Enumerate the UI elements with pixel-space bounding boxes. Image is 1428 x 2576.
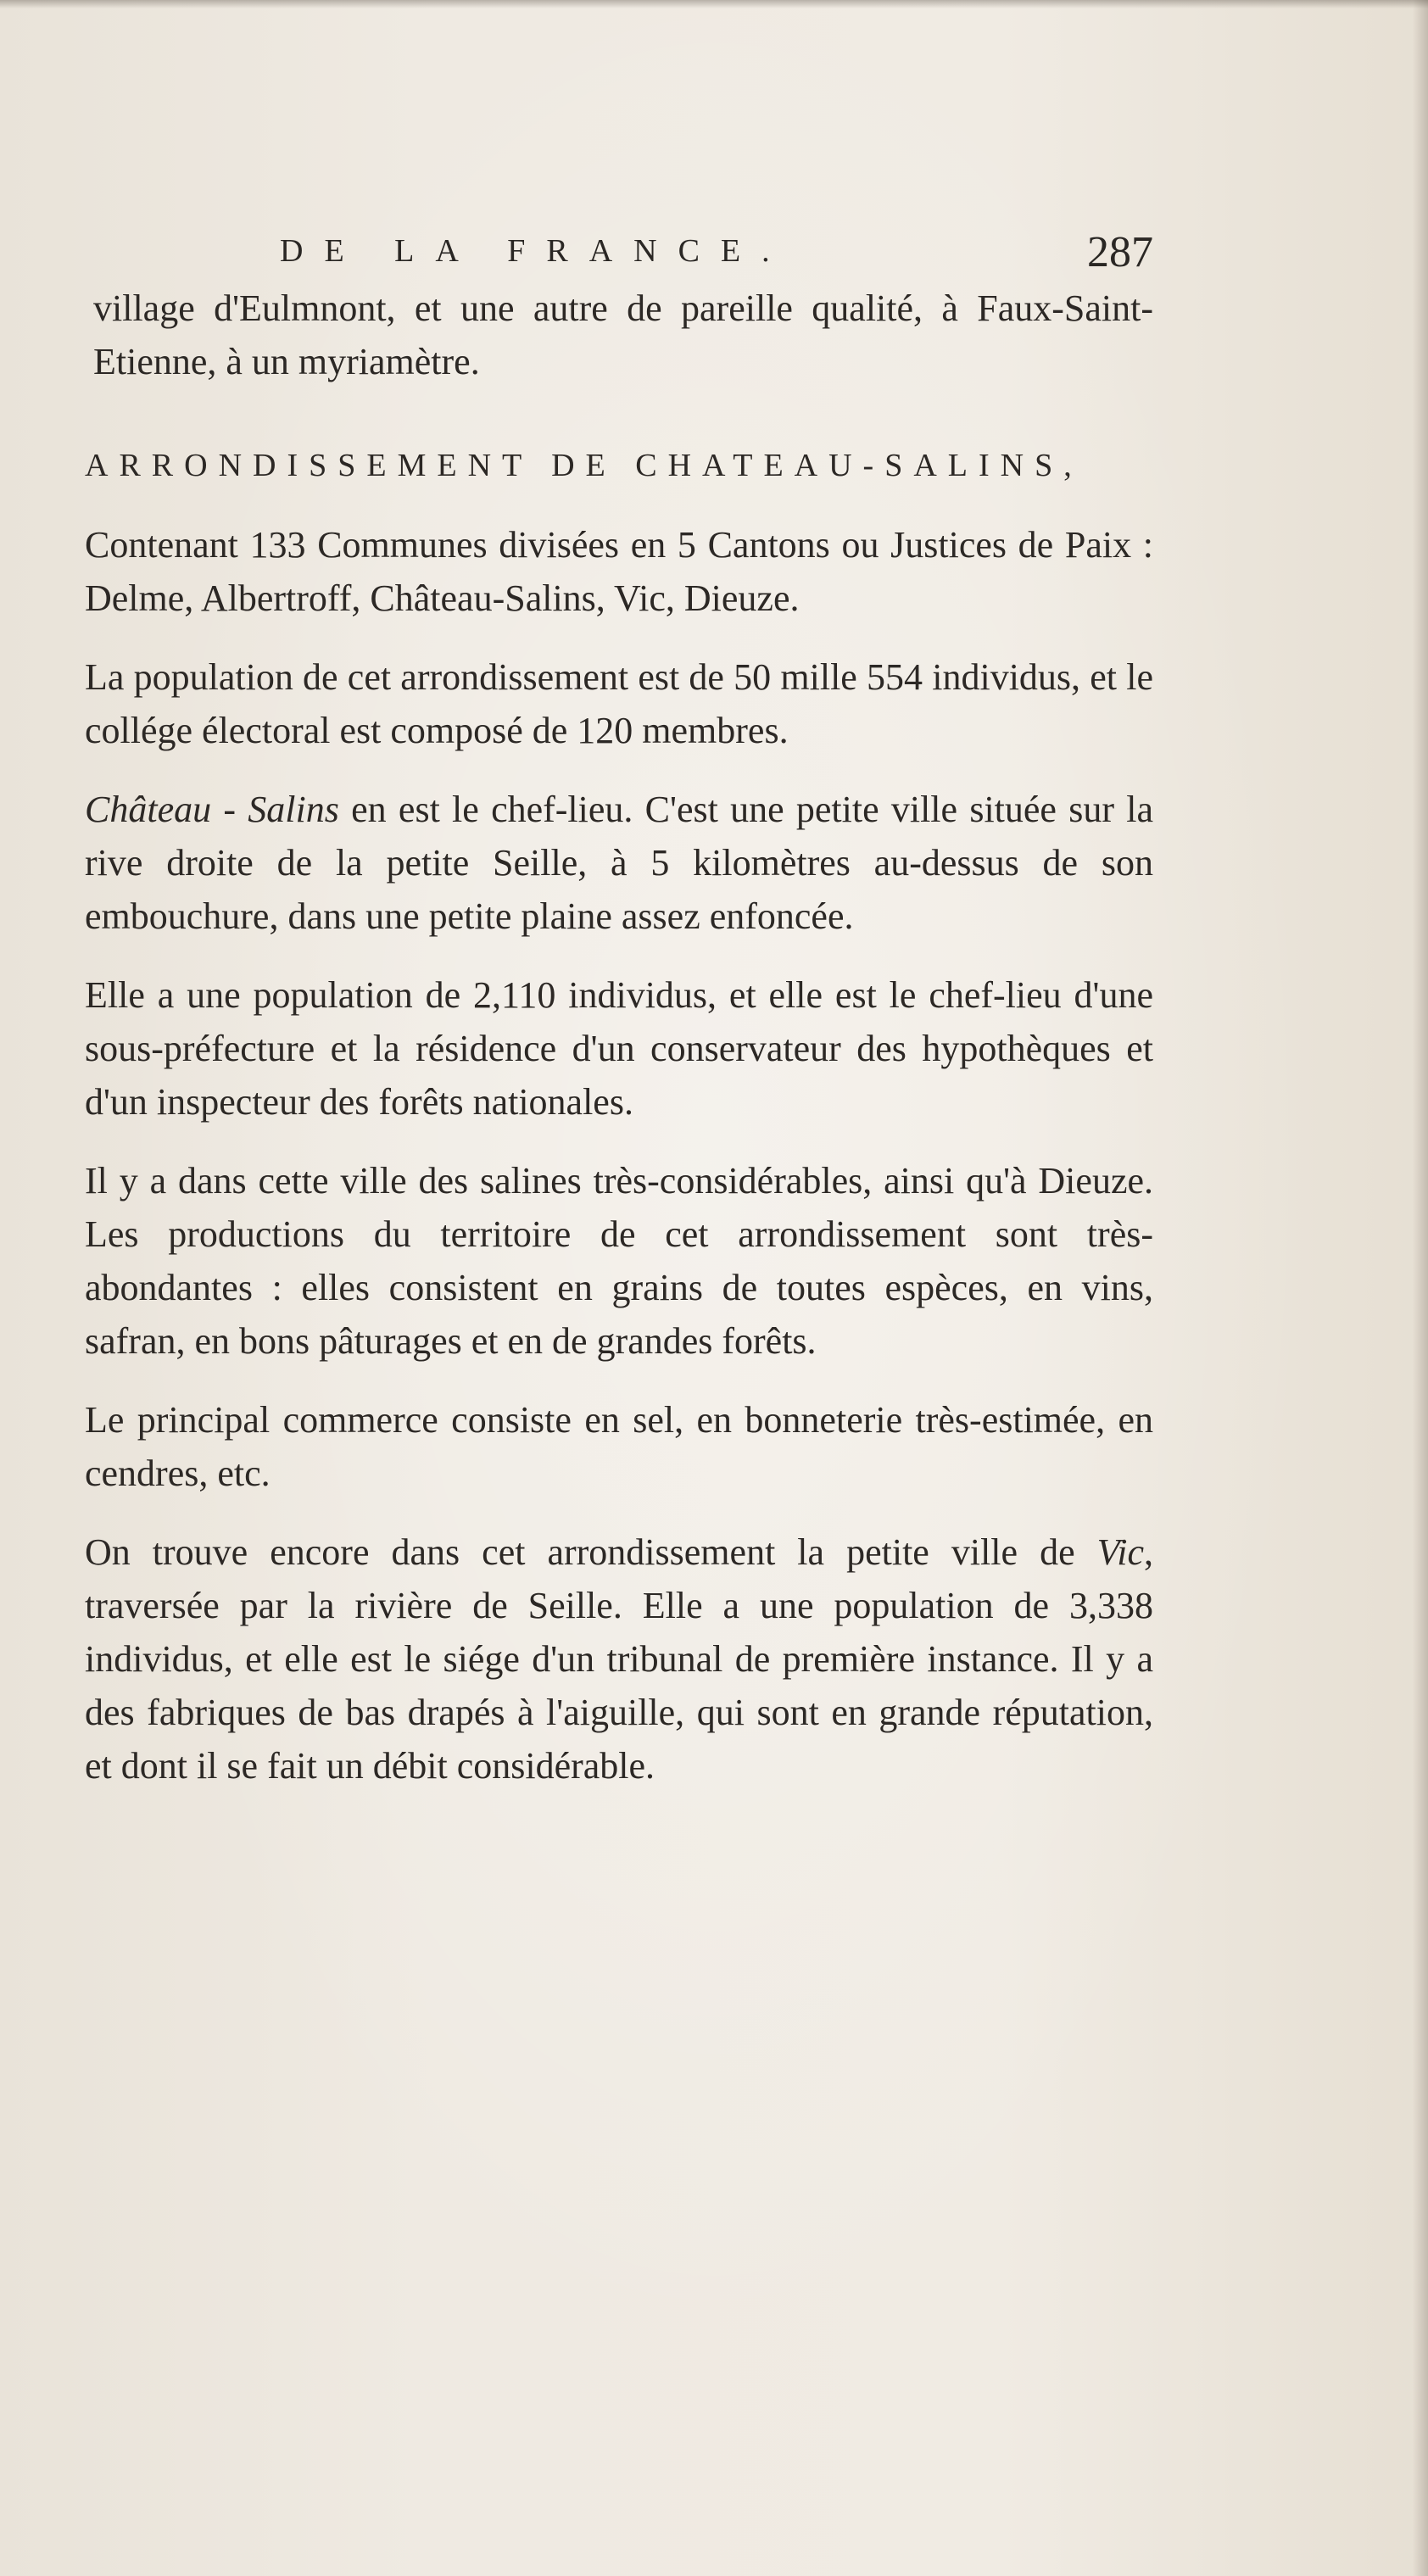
continuation-paragraph: village d'Eulmnont, et une autre de pareille qualité, à Faux-Saint-Etienne, à un myriamètre. [93, 287, 1153, 382]
place-name-vic: Vic [1096, 1531, 1144, 1573]
section-heading-prefix: ARRONDISSEMENT DE [85, 448, 636, 483]
running-title: DE LA FRANCE. [280, 233, 791, 269]
page-gutter-shadow [1413, 0, 1428, 2576]
section-heading [85, 439, 1153, 493]
paragraph-vic-before: On trouve encore dans cet arrondissement la petite ville de [85, 1531, 1097, 1573]
paragraph-commerce: Le principal commerce consiste en sel, en bonneterie très-estimée, en cendres, etc. [85, 1399, 1153, 1494]
paragraph-population: La population de cet arrondissement est de 50 mille 554 individus, et le collége électoral est composé de 120 membres. [85, 656, 1153, 751]
running-head [280, 227, 1153, 278]
paragraph-chef-lieu-text: en est le chef-lieu. C'est une petite ville située sur la rive droite de la petite Seille, à 5 kilomètres au-dessus de son embouchure, dans une petite plaine assez enfoncée. [85, 789, 1154, 937]
paragraph-salines: Il y a dans cette ville des salines très-considérables, ainsi qu'à Dieuze. Les productions du territoire de cet arrondissement sont très-abondantes : elles consistent en grains de toutes espèces, en vins, safran, en bons pâturages et en de grandes forêts. [85, 1160, 1153, 1362]
paragraph-vic [85, 1525, 1153, 1793]
page-number: 287 [1087, 228, 1153, 276]
page-body [85, 282, 1153, 1793]
section-heading-name: CHATEAU-SALINS, [635, 448, 1083, 483]
paragraph-chef-lieu [85, 783, 1153, 943]
place-name-italic: Château - Salins [85, 789, 339, 830]
page-top-shadow [0, 0, 1428, 8]
paragraph-cantons: Contenant 133 Communes divisées en 5 Cantons ou Justices de Paix : Delme, Albertroff, Château-Salins, Vic, Dieuze. [85, 524, 1153, 619]
paragraph-town: Elle a une population de 2,110 individus, et elle est le chef-lieu d'une sous-préfecture et la résidence d'un conservateur des hypothèques et d'un inspecteur des forêts nationales. [85, 974, 1153, 1123]
paragraph-vic-after: , traversée par la rivière de Seille. Elle a une population de 3,338 individus, et elle est le siége d'un tribunal de première instance. Il y a des fabriques de bas drapés à l'aiguille, qui sont en grande réputation, et dont il se fait un débit considérable. [85, 1531, 1153, 1787]
